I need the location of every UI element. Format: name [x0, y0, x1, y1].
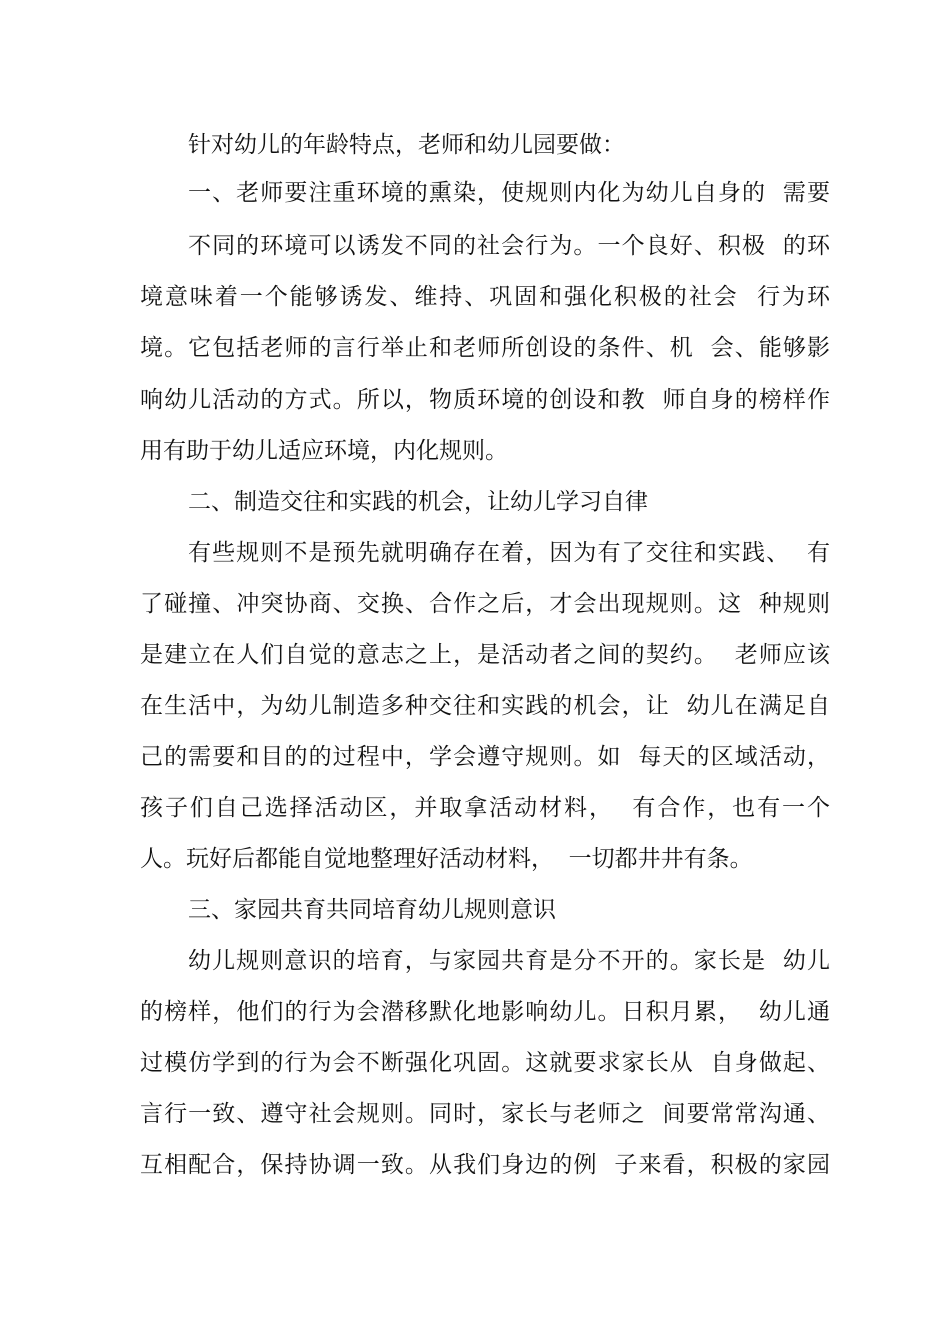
paragraph-3-line-4: 言行一致、遵守社会规则。同时，家长与老师之 间要常常沟通、 — [140, 1101, 830, 1127]
paragraph-2-line-1: 有些规则不是预先就明确存在着，因为有了交往和实践、 有 — [188, 540, 830, 566]
paragraph-1-line-2: 境意味着一个能够诱发、维持、巩固和强化积极的社会 行为环 — [140, 284, 830, 310]
paragraph-3-line-5: 互相配合，保持协调一致。从我们身边的例 子来看，积极的家园 — [140, 1152, 830, 1178]
paragraph-1-line-4: 响幼儿活动的方式。所以，物质环境的创设和教 师自身的榜样作 — [140, 387, 830, 413]
paragraph-2-line-5: 己的需要和目的的过程中，学会遵守规则。如 每天的区域活动， — [140, 744, 830, 770]
paragraph-3-line-1: 幼儿规则意识的培育，与家园共育是分不开的。家长是 幼儿 — [188, 948, 830, 974]
paragraph-3-line-3: 过模仿学到的行为会不断强化巩固。这就要求家长从 自身做起、 — [140, 1050, 830, 1076]
paragraph-1-line-1: 不同的环境可以诱发不同的社会行为。一个良好、积极 的环 — [188, 233, 830, 259]
paragraph-2-line-6: 孩子们自己选择活动区，并取拿活动材料， 有合作，也有一个 — [140, 795, 830, 821]
section-heading-1: 一、老师要注重环境的熏染，使规则内化为幼儿自身的 需要 — [188, 180, 830, 206]
intro-line: 针对幼儿的年龄特点，老师和幼儿园要做： — [188, 132, 625, 158]
paragraph-3-line-2: 的榜样，他们的行为会潜移默化地影响幼儿。日积月累， 幼儿通 — [140, 999, 830, 1025]
paragraph-1-line-5: 用有助于幼儿适应环境，内化规则。 — [140, 438, 508, 464]
paragraph-2-line-7: 人。玩好后都能自觉地整理好活动材料， 一切都井井有条。 — [140, 846, 753, 872]
section-heading-2: 二、制造交往和实践的机会，让幼儿学习自律 — [188, 489, 648, 515]
section-heading-3: 三、家园共育共同培育幼儿规则意识 — [188, 897, 556, 923]
paragraph-2-line-3: 是建立在人们自觉的意志之上，是活动者之间的契约。 老师应该 — [140, 642, 830, 668]
paragraph-2-line-4: 在生活中，为幼儿制造多种交往和实践的机会，让 幼儿在满足自 — [140, 693, 830, 719]
paragraph-1-line-3: 境。它包括老师的言行举止和老师所创设的条件、机 会、能够影 — [140, 335, 830, 361]
paragraph-2-line-2: 了碰撞、冲突协商、交换、合作之后，才会出现规则。这 种规则 — [140, 591, 830, 617]
